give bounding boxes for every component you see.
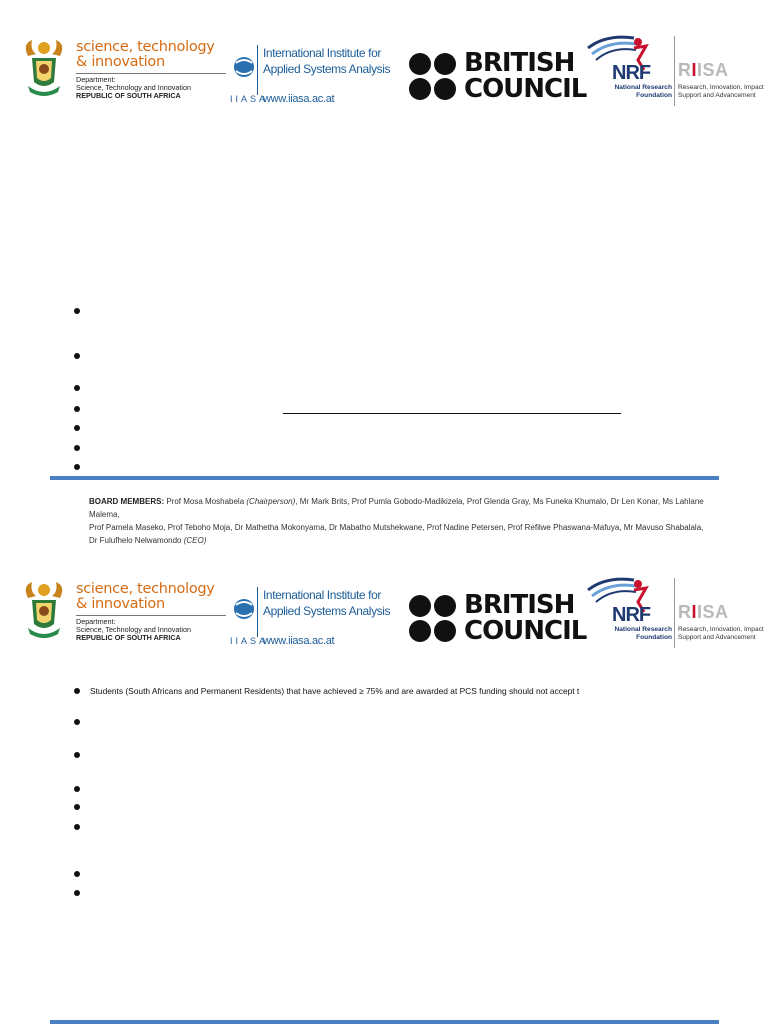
bullet-marker [74, 445, 80, 451]
iiasa-logo [229, 43, 391, 105]
iiasa-url: www.iiasa.ac.at [263, 93, 335, 105]
risa-letters-rest: ISA [697, 602, 729, 622]
footer-accent-bar [50, 476, 719, 480]
bullet-marker [74, 353, 80, 359]
british-council-dots-icon [408, 594, 458, 644]
dst-dept-line3: REPUBLIC OF SOUTH AFRICA [76, 91, 181, 101]
bullet-marker [74, 719, 80, 725]
iiasa-name-line2: Applied Systems Analysis [263, 62, 391, 76]
iiasa-acronym: IIASA [230, 636, 269, 646]
risa-subtitle-line2: Support and Advancement [678, 634, 756, 641]
british-council-line1: BRITISH [464, 590, 575, 620]
footer-accent-bar [50, 1020, 719, 1024]
underline-rule [283, 413, 621, 414]
nrf-acronym: NRF [612, 604, 651, 626]
bullet-marker [74, 385, 80, 391]
iiasa-globe-icon [233, 49, 255, 85]
bullet-marker [74, 425, 80, 431]
bullet-marker [74, 890, 80, 896]
iiasa-divider [257, 45, 258, 95]
dst-title-line1: science, technology [76, 39, 215, 55]
board-members-line3: Dr Fulufhelo Nelwamondo [89, 536, 184, 545]
bullet-marker [74, 464, 80, 470]
iiasa-name-line1: International Institute for [263, 46, 381, 60]
iiasa-divider [257, 587, 258, 637]
nrf-subtitle-line2: Foundation [636, 92, 672, 99]
dst-logo [22, 580, 215, 650]
risa-letter-i: I [691, 602, 698, 622]
dst-title [76, 40, 215, 70]
british-council-logo [408, 48, 587, 104]
british-council-line2: COUNCIL [464, 616, 587, 646]
british-council-dots-icon [408, 52, 458, 102]
iiasa-name [263, 587, 390, 619]
risa-subtitle-line1: Research, Innovation, Impact [678, 84, 764, 91]
nrf-subtitle-line1: National Research [614, 626, 672, 633]
bullet-marker [74, 804, 80, 810]
dst-dept-line2: Science, Technology and Innovation [76, 83, 191, 93]
british-council-line2: COUNCIL [464, 74, 587, 104]
logo-strip-top [0, 34, 768, 114]
bullet-marker [74, 308, 80, 314]
iiasa-name-line2: Applied Systems Analysis [263, 604, 391, 618]
iiasa-acronym: IIASA [230, 94, 269, 104]
dst-dept-line1: Department: [76, 75, 116, 84]
nrf-acronym: NRF [612, 62, 651, 84]
british-council-line1: BRITISH [464, 48, 575, 78]
bullet-marker [74, 406, 80, 412]
risa-subtitle [678, 626, 764, 642]
board-members-label: BOARD MEMBERS: [89, 497, 165, 506]
dst-title-line2: & innovation [76, 596, 165, 612]
nrf-subtitle [594, 626, 672, 642]
dst-title [76, 582, 215, 612]
risa-letters-rest: ISA [697, 60, 729, 80]
board-members-line2: Prof Pamela Maseko, Prof Teboho Moja, Dr Mathetha Mokonyama, Dr Mabatho Mutshekwane, Prof Nadine Petersen, Prof Refilwe Phaswana-Mafuya, Mr Mavuso Shabalala, [89, 523, 704, 532]
dst-department [76, 618, 191, 643]
dst-title-line1: science, technology [76, 581, 215, 597]
risa-acronym [678, 602, 729, 623]
british-council-wordmark [464, 50, 586, 102]
iiasa-name [263, 45, 390, 77]
dst-dept-line3: REPUBLIC OF SOUTH AFRICA [76, 633, 181, 643]
risa-subtitle [678, 84, 764, 100]
nrf-subtitle-line2: Foundation [636, 634, 672, 641]
dst-rule [76, 615, 226, 616]
risa-subtitle-line2: Support and Advancement [678, 92, 756, 99]
risa-letter-r: R [678, 60, 692, 80]
bullet-text-pcs-funding: Students (South Africans and Permanent Residents) that have achieved ≥ 75% and are awarded at PCS funding should not accept t [90, 686, 580, 696]
coat-of-arms-icon [22, 580, 66, 642]
risa-subtitle-line1: Research, Innovation, Impact [678, 626, 764, 633]
nrf-risa-logo [586, 34, 768, 114]
board-chair-tag: (Chairperson) [246, 497, 296, 506]
nrf-risa-logo [586, 576, 768, 656]
dst-rule [76, 73, 226, 74]
nrf-subtitle [594, 84, 672, 100]
board-members-line1a: Prof Mosa Moshabela [164, 497, 247, 506]
board-members [89, 495, 709, 547]
board-ceo-tag: (CEO) [183, 536, 207, 545]
iiasa-url: www.iiasa.ac.at [263, 635, 335, 647]
dst-logo [22, 38, 215, 108]
iiasa-logo [229, 585, 391, 647]
bullet-marker [74, 871, 80, 877]
risa-letter-i: I [691, 60, 698, 80]
risa-acronym [678, 60, 729, 81]
british-council-logo [408, 590, 587, 646]
coat-of-arms-icon [22, 38, 66, 100]
dst-dept-line1: Department: [76, 617, 116, 626]
nrf-divider [674, 578, 675, 648]
dst-department [76, 76, 191, 101]
bullet-marker [74, 824, 80, 830]
bullet-marker [74, 786, 80, 792]
iiasa-globe-icon [233, 591, 255, 627]
dst-dept-line2: Science, Technology and Innovation [76, 625, 191, 635]
iiasa-name-line1: International Institute for [263, 588, 381, 602]
nrf-subtitle-line1: National Research [614, 84, 672, 91]
board-members-line1b: , Mr Mark Brits, Prof Pumla Gobodo-Madikizela, Prof Glenda Gray, Ms Funeka Khumalo, Dr Len Konar, Ms Lahlane Malema, [89, 497, 704, 519]
dst-title-line2: & innovation [76, 54, 165, 70]
british-council-wordmark [464, 592, 586, 644]
bullet-marker [74, 688, 80, 694]
nrf-divider [674, 36, 675, 106]
bullet-marker [74, 752, 80, 758]
risa-letter-r: R [678, 602, 692, 622]
logo-strip-second [0, 576, 768, 656]
